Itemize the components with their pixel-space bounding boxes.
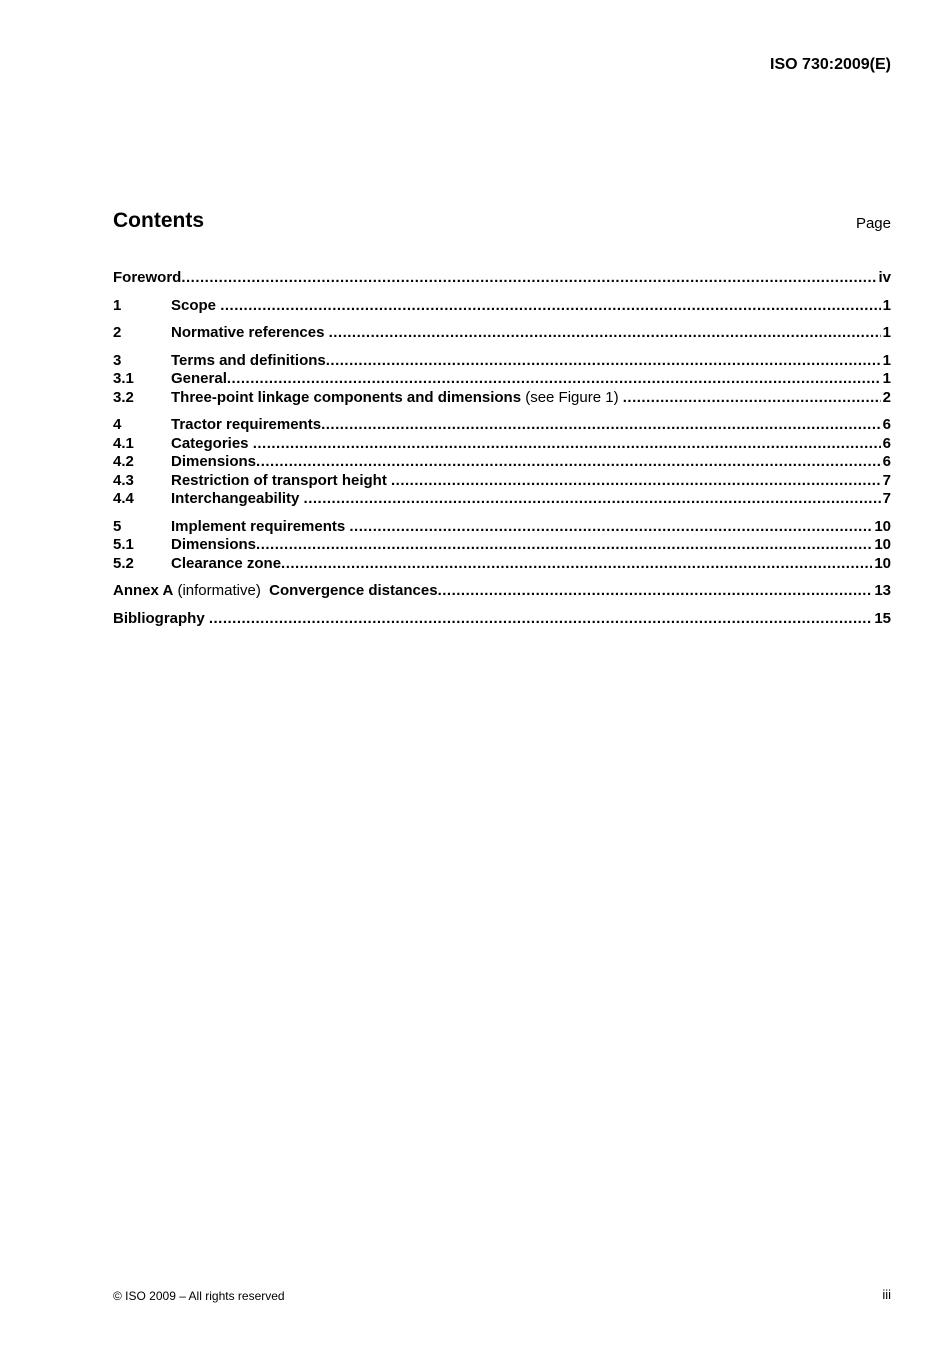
toc-entry[interactable] (113, 555, 891, 574)
dot-leader (321, 416, 881, 435)
dot-leader (391, 472, 881, 491)
toc-entry-title (171, 453, 256, 472)
toc-entry[interactable] (113, 536, 891, 555)
toc-entry-page: 1 (882, 296, 891, 314)
dot-leader (304, 490, 881, 509)
dot-leader (349, 518, 872, 537)
toc-entry[interactable] (113, 269, 891, 288)
toc-entry-page: 15 (874, 609, 891, 627)
toc-entry-number: 5.1 (113, 536, 134, 553)
toc-entry-title (171, 297, 220, 316)
toc-entry-title (171, 435, 253, 454)
toc-entry-number: 3.2 (113, 388, 134, 406)
toc-entry-page: 1 (882, 370, 891, 387)
toc-entry-title-part: Normative references (171, 324, 329, 341)
toc-entry-title (171, 370, 227, 389)
toc-group (113, 610, 891, 629)
toc-entry-title-part: Bibliography (113, 609, 209, 627)
toc-entry-title-part: Annex A (113, 582, 174, 599)
document-id-header: ISO 730:2009(E) (770, 56, 891, 73)
toc-entry-title-part: Restriction of transport height (171, 471, 392, 489)
toc-entry[interactable] (113, 582, 891, 601)
toc-entry-number: 4.4 (113, 490, 134, 507)
toc-entry[interactable] (113, 370, 891, 389)
toc-entry-number: 1 (113, 296, 122, 314)
contents-heading: Contents (113, 209, 204, 232)
toc-entry-title (171, 518, 349, 537)
toc-entry[interactable] (113, 324, 891, 343)
dot-leader (209, 610, 872, 629)
toc-entry[interactable] (113, 610, 891, 629)
toc-entry[interactable] (113, 490, 891, 509)
toc-entry-title-part: Dimensions (171, 536, 257, 553)
dot-leader (227, 370, 881, 389)
toc-entry-title-part: Foreword (113, 269, 182, 286)
toc-group (113, 416, 891, 509)
toc-entry-title (171, 389, 623, 408)
toc-entry[interactable] (113, 435, 891, 454)
toc-entry-title-part: Tractor requirements (171, 416, 322, 433)
toc-entry-title (171, 490, 304, 509)
toc-entry-title-part: (see Figure 1) (521, 388, 623, 406)
toc-group (113, 582, 891, 601)
dot-leader (256, 536, 872, 555)
toc-entry-page: 1 (882, 324, 891, 341)
dot-leader (281, 555, 872, 574)
toc-group (113, 269, 891, 288)
toc-entry-title-part: General (171, 370, 227, 387)
toc-entry-title (171, 472, 391, 491)
toc-entry-title-part: Categories (171, 434, 253, 452)
toc-entry-number: 3.1 (113, 370, 134, 387)
dot-leader (326, 352, 881, 371)
toc-entry-page: 10 (874, 554, 891, 572)
toc-entry-number: 5.2 (113, 554, 134, 572)
dot-leader (438, 582, 873, 601)
toc-entry-title (171, 352, 326, 371)
toc-entry[interactable] (113, 472, 891, 491)
toc-entry-title-part: Three-point linkage components and dimensions (171, 388, 522, 406)
toc-entry[interactable] (113, 389, 891, 408)
toc-group (113, 297, 891, 316)
toc-group (113, 324, 891, 343)
toc-entry-title-part: Terms and definitions (171, 351, 326, 369)
dot-leader (181, 269, 876, 288)
dot-leader (220, 297, 880, 316)
toc-group (113, 352, 891, 408)
toc-entry-number: 4 (113, 416, 122, 433)
dot-leader (253, 435, 881, 454)
toc-entry-title-part: Implement requirements (171, 517, 350, 535)
toc-entry-page: 7 (882, 490, 891, 507)
toc-entry[interactable] (113, 297, 891, 316)
page-column-label: Page (855, 215, 891, 232)
toc-entry-number: 4.2 (113, 453, 134, 470)
toc-entry-title (171, 536, 256, 555)
toc-entry-title (113, 610, 209, 629)
toc-entry-page: 7 (882, 471, 891, 489)
toc-entry-number: 5 (113, 517, 122, 535)
toc-entry-title-part: Clearance zone (171, 554, 282, 572)
toc-entry[interactable] (113, 416, 891, 435)
toc-entry-title (171, 555, 281, 574)
toc-entry[interactable] (113, 518, 891, 537)
toc-entry-title-part: Convergence distances (269, 582, 438, 599)
toc-entry-number: 2 (113, 324, 122, 341)
toc-entry-number: 3 (113, 351, 122, 369)
toc-entry-title-part: Dimensions (171, 453, 257, 470)
toc-entry-page: iv (878, 269, 891, 286)
toc-group (113, 518, 891, 574)
toc-entry-title (171, 324, 329, 343)
toc-entry-page: 6 (882, 453, 891, 470)
toc-entry-number: 4.1 (113, 434, 134, 452)
toc-entry-title-part: (informative) (173, 582, 270, 599)
table-of-contents (113, 269, 891, 637)
toc-entry-title (113, 269, 181, 288)
toc-entry-page: 6 (882, 434, 891, 452)
toc-entry[interactable] (113, 352, 891, 371)
toc-entry-title-part: Interchangeability (171, 490, 304, 507)
toc-entry[interactable] (113, 453, 891, 472)
toc-entry-page: 13 (874, 582, 891, 599)
toc-entry-title (113, 582, 438, 601)
dot-leader (329, 324, 881, 343)
dot-leader (623, 389, 881, 408)
toc-entry-page: 10 (874, 536, 891, 553)
toc-entry-number: 4.3 (113, 471, 134, 489)
toc-entry-page: 10 (874, 517, 891, 535)
toc-entry-page: 6 (882, 416, 891, 433)
toc-entry-title-part: Scope (171, 296, 221, 314)
page-number: iii (882, 1287, 891, 1302)
toc-entry-page: 1 (882, 351, 891, 369)
toc-entry-title (171, 416, 321, 435)
toc-entry-page: 2 (882, 388, 891, 406)
copyright-footer: © ISO 2009 – All rights reserved (113, 1289, 285, 1303)
dot-leader (256, 453, 881, 472)
